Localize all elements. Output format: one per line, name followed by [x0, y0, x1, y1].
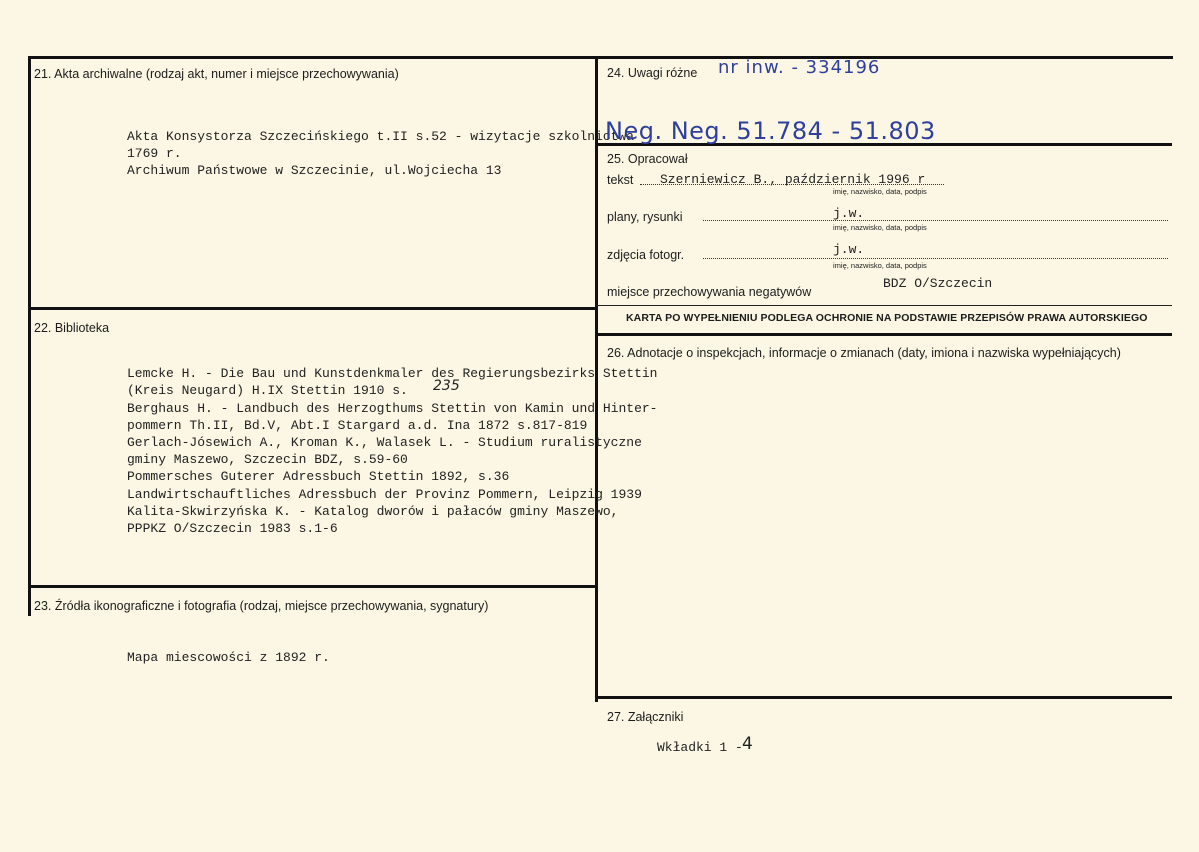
section-27-value: Wkładki 1 - [657, 740, 743, 755]
divider-25-26 [596, 333, 1172, 336]
plans-row-caption: imię, nazwisko, data, podpis [833, 223, 927, 232]
section-21-line: 1769 r. [127, 146, 182, 161]
photos-row-dotted-line [703, 258, 1168, 259]
section-26-label: 26. Adnotacje o inspekcjach, informacje o zmianach (daty, imiona i nazwiska wypełniających) [607, 346, 1121, 360]
section-22-line: pommern Th.II, Bd.V, Abt.I Stargard a.d. Ina 1872 s.817-819 [127, 418, 588, 433]
section-21-line: Akta Konsystorza Szczecińskiego t.II s.52 - wizytacje szkolnictwa [127, 129, 635, 144]
section-27-label: 27. Załączniki [607, 710, 684, 724]
section-22-line: Pommersches Guterer Adressbuch Stettin 1892, s.36 [127, 469, 510, 484]
text-row-label: tekst [607, 173, 634, 187]
section-22-line: gminy Maszewo, Szczecin BDZ, s.59-60 [127, 452, 408, 467]
text-row-caption: imię, nazwisko, data, podpis [833, 187, 927, 196]
photos-row-caption: imię, nazwisko, data, podpis [833, 261, 927, 270]
photos-row-label: zdjęcia fotogr. [607, 248, 685, 262]
negatives-value: BDZ O/Szczecin [883, 276, 993, 291]
plans-row-value: j.w. [833, 206, 865, 221]
section-22-line: Lemcke H. - Die Bau und Kunstdenkmaler des Regierungsbezirks Stettin [127, 366, 658, 381]
section-27-handwritten-count: 4 [742, 734, 753, 754]
section-22-label: 22. Biblioteka [34, 321, 110, 335]
divider-21-22 [28, 307, 596, 310]
notice-rule [596, 305, 1172, 306]
section-21-label: 21. Akta archiwalne (rodzaj akt, numer i miejsce przechowywania) [34, 67, 399, 81]
section-22-line: PPPKZ O/Szczecin 1983 s.1-6 [127, 521, 338, 536]
photos-row-value: j.w. [833, 242, 865, 257]
section-22-line: (Kreis Neugard) H.IX Stettin 1910 s. [127, 383, 408, 398]
plans-row-label: plany, rysunki [607, 210, 683, 224]
section-22-line: Gerlach-Jósewich A., Kroman K., Walasek L. - Studium ruralistyczne [127, 435, 642, 450]
top-border [28, 56, 1173, 59]
section-22-line: Berghaus H. - Landbuch des Herzogthums Stettin von Kamin und Hinter- [127, 401, 658, 416]
copyright-notice: KARTA PO WYPEŁNIENIU PODLEGA OCHRONIE NA PODSTAWIE PRZEPISÓW PRAWA AUTORSKIEGO [626, 312, 1148, 324]
section-22-line: Kalita-Skwirzyńska K. - Katalog dworów i pałaców gminy Maszewo, [127, 504, 619, 519]
section-22-handwritten-page: 235 [433, 378, 460, 394]
left-border [28, 56, 31, 616]
section-24-negative-numbers: Neg. Neg. 51.784 - 51.803 [605, 117, 936, 145]
section-22-line: Landwirtschauftliches Adressbuch der Provinz Pommern, Leipzig 1939 [127, 487, 642, 502]
text-row-value: Szerniewicz B., październik 1996 r [660, 172, 926, 187]
divider-22-23 [28, 585, 596, 588]
divider-26-27 [596, 696, 1172, 699]
section-21-line: Archiwum Państwowe w Szczecinie, ul.Wojciecha 13 [127, 163, 502, 178]
section-23-line: Mapa miescowości z 1892 r. [127, 650, 330, 665]
section-23-label: 23. Źródła ikonograficzne i fotografia (rodzaj, miejsce przechowywania, sygnatury) [34, 599, 489, 613]
plans-row-dotted-line [703, 220, 1168, 221]
section-24-label: 24. Uwagi różne [607, 66, 698, 80]
section-25-label: 25. Opracował [607, 152, 688, 166]
section-24-inventory-number: nr inw. - 334196 [718, 57, 881, 78]
negatives-label: miejsce przechowywania negatywów [607, 285, 812, 299]
